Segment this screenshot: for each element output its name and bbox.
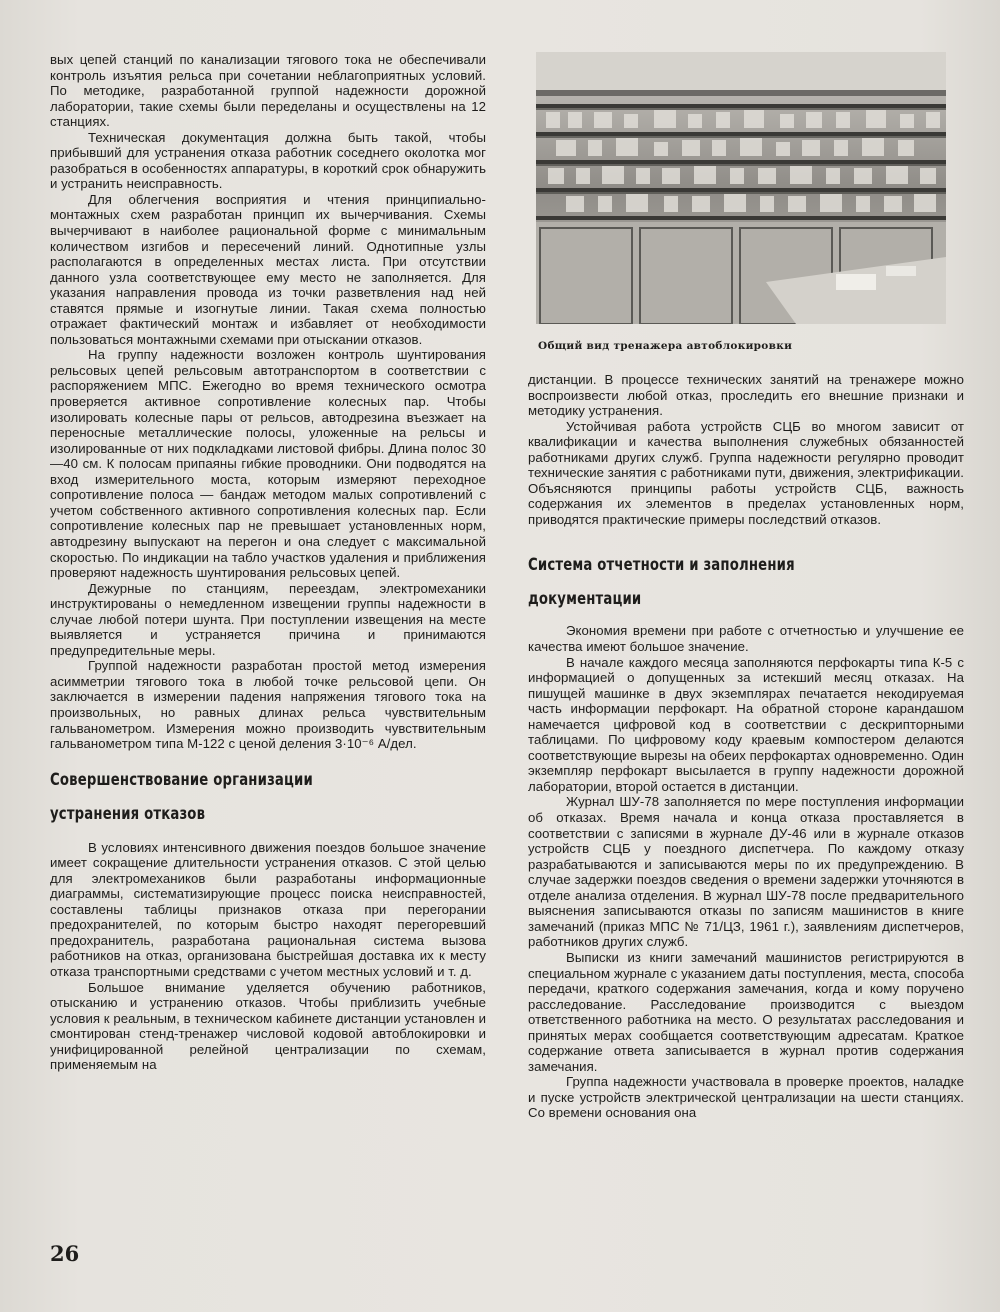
section-heading-line: устранения отказов <box>50 803 206 824</box>
section-heading-line: Система отчетности и заполнения <box>528 555 795 576</box>
paragraph: На группу надежности возложен контроль шунтирования рельсовых цепей рельсовым автотранспортом в соответствии с распоряжением МПС. Ежегодно во время технического осмотра проверяется активное сопротивление колесных пар. Чтобы изолировать колесные пары от рельсов, автодрезина въезжает на переносные металлические полосы, уложенные на рельсы и изолированные от них подкладками листовой фибры. Длина полос 30—40 см. К полосам припаяны гибкие проводники. Они подводятся на вход измерительного моста, которым измеряют переходное сопротивление полоса — бандаж методом малых сопротивлений с учетом собственного активного сопротивления колесных пар. Если сопротивление колесных пар не превышает установленных норм, автодрезину выпускают на перегон и она следует с максимальной скоростью. По индикации на табло участков удаления и приближения проверяют надежность шунтирования рельсовых цепей. <box>50 347 486 581</box>
page-number: 26 <box>50 1241 80 1266</box>
paragraph: Устойчивая работа устройств СЦБ во многом зависит от квалификации и качества выполнения служебных обязанностей работниками других служб. Группа надежности регулярно проводит технические занятия с работниками пути, движения, электрификации. Объясняются принципы работы устройств СЦБ, важность содержания их элементов в пределах установленных норм, приводятся практические примеры последствий отказов. <box>528 418 964 527</box>
section-heading <box>528 555 964 609</box>
paragraph: вых цепей станций по канализации тягового тока не обеспечивали контроль изъятия рельса при сочетании неблагоприятных условий. По методике, разработанной группой надежности дорожной лаборатории, такие схемы были переделаны и осуществлены на 12 станциях. <box>50 52 486 130</box>
paragraph: Выписки из книги замечаний машинистов регистрируются в специальном журнале с указанием даты поступления, места, способа передачи, краткого содержания замечания, когда и кому поручено расследование. Расследование производится с выездом ответственного работника на место. О результатах расследования и принятых мерах сообщается соответствующим адресатам. Краткое содержание ответа записывается в журнал против содержания замечания. <box>528 949 964 1074</box>
paragraph: Дежурные по станциям, переездам, электромеханики инструктированы о немедленном извещении группы надежности в случае любой потери шунта. При поступлении извещения на месте выявляется и устраняется причина и принимаются предупредительные меры. <box>50 580 486 658</box>
paragraph: Группа надежности участвовала в проверке проектов, наладке и пуске устройств электрической централизации на шести станциях. Со времени основания она <box>528 1074 964 1121</box>
paragraph: Группой надежности разработан простой метод измерения асимметрии тягового тока в любой точке рельсовой цепи. Он заключается в измерении падения напряжения тягового тока на произвольных, но равных длинах рельса чувствительным гальванометром. Измерения можно производить чувствительным гальванометром типа М-122 с ценой деления 3·10⁻⁶ А/дел. <box>50 658 486 752</box>
paragraph: В условиях интенсивного движения поездов большое значение имеет сокращение длительности устранения отказов. С этой целью для электромехаников были разработаны информационные диаграммы, систематизирующие процесс поиска неисправностей, составлены таблицы признаков отказа при перегорании предохранителей, по которым быстро находят перегоревший предохранитель, разработана рациональная система вызова работников на отказ, организована быстрейшая доставка их к месту отказа транспортными средствами с учетом местных условий и т. д. <box>50 839 486 979</box>
paragraph: В начале каждого месяца заполняются перфокарты типа К-5 с информацией о допущенных за истекший месяц отказах. На пишущей машинке в двух экземплярах печатается некодируемая часть информации перфокарт. На обратной стороне карандашом намечается цифровой код в соответствии с дескрипторными таблицами. По цифровому коду краевым компостером делаются соответствующие вырезы на обеих перфокартах одновременно. Один экземпляр перфокарт высылается в группу надежности дорожной лаборатории, второй остается в дистанции. <box>528 654 964 794</box>
paragraph: Для облегчения восприятия и чтения принципиально-монтажных схем разработан принцип их вычерчивания. Схемы вычерчивают в наиболее рациональной форме с минимальным количеством изгибов и пересечений линий. Однотипные узлы располагаются в определенных местах листа. При отсутствии данного узла соответствующее ему место не заполняется. Для указания направления провода из точки разветвления над ней ставятся прямые и изогнутые линии. Такая схема полностью отражает фактический монтаж и избавляет от необходимости пользоваться монтажными схемами при отыскании отказов. <box>50 191 486 347</box>
paragraph: Экономия времени при работе с отчетностью и улучшение ее качества имеют большое значение. <box>528 623 964 655</box>
section-heading-line: документации <box>528 589 642 610</box>
right-column <box>528 372 964 1121</box>
trainer-photo-image <box>536 52 946 324</box>
paragraph: Журнал ШУ-78 заполняется по мере поступления информации об отказах. Время начала и конца отказа проставляется в соответствии с записями в журнале ДУ-46 или в журнале отказов устройств СЦБ у поездного диспетчера. По каждому отказу разрабатываются и записываются меры по их предупреждению. В случае задержки поездов сведения о времени задержки уточняются в отделе анализа отделения. В журнал ШУ-78 после предварительного выяснения записываются отказы по записям машинистов в книге замечаний (приказ МПС № 71/ЦЗ, 1961 г.), заявлениям диспетчеров, работников других служб. <box>528 794 964 950</box>
paragraph: Большое внимание уделяется обучению работников, отысканию и устранению отказов. Чтобы приблизить учебные условия к реальным, в техническом кабинете дистанции установлен и смонтирован стенд-тренажер числовой кодовой автоблокировки и унифицированной релейной централизации по схемам, применяемым на <box>50 979 486 1073</box>
photo-caption: Общий вид тренажера автоблокировки <box>538 340 793 352</box>
trainer-photo <box>536 52 946 324</box>
section-heading-line: Совершенствование организации <box>50 769 313 790</box>
section-heading <box>50 770 486 824</box>
paragraph: дистанции. В процессе технических занятий на тренажере можно воспроизвести любой отказ, проследить его внешние признаки и методику устранения. <box>528 372 964 419</box>
left-column <box>50 52 486 1073</box>
paragraph: Техническая документация должна быть такой, чтобы прибывший для устранения отказа работник соседнего околотка мог разобраться в особенностях аппаратуры, в короткий срок обнаружить и устранить неисправность. <box>50 129 486 192</box>
